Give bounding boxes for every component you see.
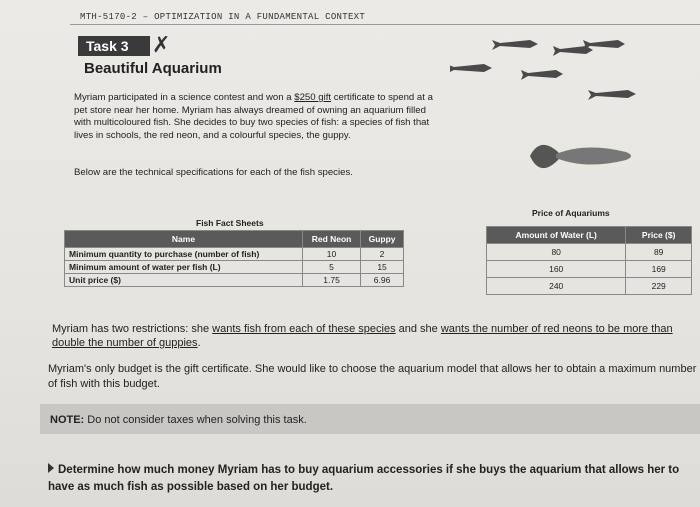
cell-value: 169 — [626, 261, 692, 278]
cell-value: 1.75 — [302, 274, 360, 287]
aquarium-price-table — [486, 226, 692, 295]
neon-fish-illustration — [450, 35, 700, 115]
guppy-fish-illustration — [528, 134, 638, 182]
cell-value: 240 — [487, 278, 626, 295]
table-row — [65, 248, 404, 261]
note-text — [50, 414, 307, 426]
table-row — [65, 274, 404, 287]
intro-paragraph — [74, 92, 444, 142]
cell-value: 229 — [626, 278, 692, 295]
cell-value: 2 — [361, 248, 404, 261]
aquarium-table-header: Amount of Water (L) — [487, 227, 626, 244]
cell-value: 10 — [302, 248, 360, 261]
note-label: NOTE: — [50, 414, 85, 426]
task-label: Task 3 — [78, 36, 150, 56]
cell-value: 5 — [302, 261, 360, 274]
restrictions-paragraph — [52, 322, 692, 350]
restriction-two: wants the number of red neons to be more than double the number of guppies — [52, 323, 673, 349]
intro-text-b: certificate to spend at a pet store near her home. Myriam has always dreamed of owning an aquarium filled with multicoloured fish. She decides to buy two species of fish: a species of fish that lives in schools, the red neon, and a colourful species, the guppy. — [74, 92, 433, 141]
cell-value: 89 — [626, 244, 692, 261]
table-row — [487, 244, 692, 261]
cell-value: 15 — [361, 261, 404, 274]
restrictions-text: . — [197, 337, 201, 349]
x-mark-icon: ✗ — [152, 32, 171, 57]
question-text — [48, 462, 700, 496]
restrictions-text: Myriam has two restrictions: she — [52, 323, 213, 335]
cell-value: 160 — [487, 261, 626, 278]
budget-paragraph: Myriam's only budget is the gift certificate. She would like to choose the aquarium model that allows her to obtain a maximum number of fish with this budget. — [48, 363, 697, 390]
note-body: Do not consider taxes when solving this task. — [84, 414, 307, 426]
table-row — [487, 278, 692, 295]
restrictions-text: and she — [395, 323, 441, 335]
question-body: Determine how much money Myriam has to buy aquarium accessories if she buys the aquarium that allows her to have as much fish as possible based on her budget. — [48, 464, 680, 493]
fish-table-header: Name — [65, 231, 303, 248]
fish-fact-table — [64, 230, 404, 287]
fish-table-header: Guppy — [361, 231, 404, 248]
table-row — [65, 261, 404, 274]
intro-gift-amount: $250 gift — [294, 92, 332, 103]
row-label: Minimum quantity to purchase (number of fish) — [65, 248, 303, 261]
row-label: Minimum amount of water per fish (L) — [65, 261, 303, 274]
aquarium-table-header: Price ($) — [626, 227, 692, 244]
fish-table-header: Red Neon — [302, 231, 360, 248]
restriction-one: wants fish from each of these species — [212, 323, 396, 335]
intro-below: Below are the technical specifications for each of the fish species. — [74, 167, 353, 178]
header-divider — [70, 24, 700, 25]
cell-value: 80 — [487, 244, 626, 261]
intro-text-a: Myriam participated in a science contest and won a — [74, 92, 295, 103]
triangle-bullet-icon — [48, 463, 54, 473]
row-label: Unit price ($) — [65, 274, 303, 287]
course-header: MTH-5170-2 – OPTIMIZATION IN A FUNDAMENTAL CONTEXT — [80, 12, 366, 22]
fish-table-caption: Fish Fact Sheets — [196, 218, 264, 228]
cell-value: 6.96 — [361, 274, 404, 287]
task-title: Beautiful Aquarium — [84, 60, 222, 77]
table-row — [487, 261, 692, 278]
aquarium-table-caption: Price of Aquariums — [532, 208, 610, 218]
